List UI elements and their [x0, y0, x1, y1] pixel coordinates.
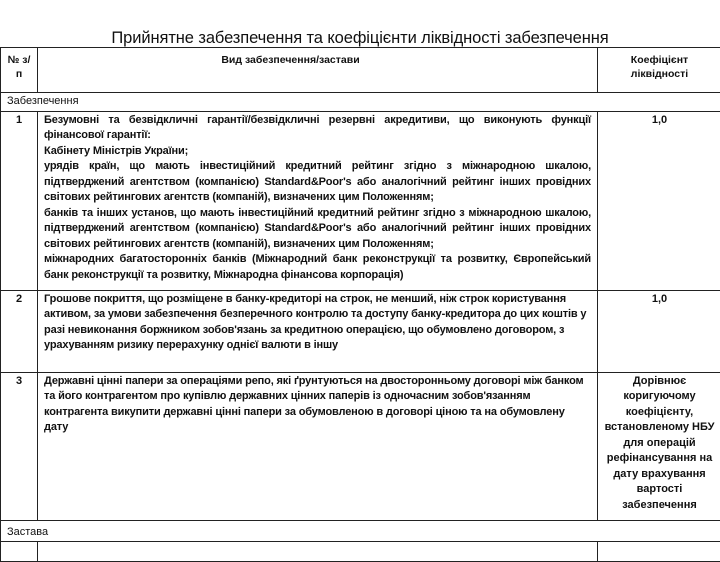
- row-description: [38, 111, 598, 290]
- row-num: 3: [1, 372, 38, 520]
- row-description: [38, 542, 598, 562]
- table-row: [1, 372, 720, 520]
- row-num: 2: [1, 290, 38, 372]
- row-description: Грошове покриття, що розміщене в банку-кредиторі на строк, не менший, ніж строк користування активом, за умови забезпечення безперечного контролю та доступу банку-кредитора до цих коштів у разі невиконання боржником зобов'язань за кредитною операцією, що обумовлено договором, з урахуванням ризику перерахунку однієї валюти в іншу: [38, 290, 598, 372]
- header-num: № з/п: [1, 48, 38, 93]
- section-label: Застава: [1, 520, 720, 542]
- header-coef: Коефіцієнт ліквідності: [598, 48, 720, 93]
- description-line: Кабінету Міністрів України;: [44, 144, 591, 160]
- description-line: міжнародних багатосторонніх банків (Міжнародний банк реконструкції та розвитку, Європейський банк реконструкції та розвитку, Міжнародна фінансова корпорація): [44, 252, 591, 283]
- table-row: [1, 111, 720, 290]
- row-num: [1, 542, 38, 562]
- table-row-partial: [1, 542, 720, 562]
- description-line: урядів країн, що мають інвестиційний кредитний рейтинг згідно з міжнародною шкалою, підтверджений агентством (компанією) Standard&Poor's або аналогічний рейтинг інших провідних світових рейтингових агентств (компаній), визначених цим Положенням;: [44, 159, 591, 206]
- table-header-row: [1, 48, 720, 93]
- row-coef: Дорівнює коригуючому коефіцієнту, встановленому НБУ для операцій рефінансування на дату врахування вартості забезпечення: [598, 372, 720, 520]
- row-coef: 1,0: [598, 290, 720, 372]
- row-coef: 1,0: [598, 111, 720, 290]
- section-label: Забезпечення: [1, 93, 720, 112]
- row-coef: [598, 542, 720, 562]
- header-type: Вид забезпечення/застави: [38, 48, 598, 93]
- page-title: Прийнятне забезпечення та коефіцієнти ліквідності забезпечення: [0, 29, 720, 48]
- table-row: [1, 290, 720, 372]
- description-line: Безумовні та безвідкличні гарантії/безвідкличні резервні акредитиви, що виконують функції фінансової гарантії:: [44, 113, 591, 144]
- section-row: [1, 93, 720, 112]
- row-num: 1: [1, 111, 38, 290]
- section-row: [1, 520, 720, 542]
- row-description: Державні цінні папери за операціями репо, які ґрунтуються на двосторонньому договорі між банком та його контрагентом про купівлю державних цінних паперів із одночасним зобов'язанням контрагента викупити державні цінні папери за обумовленою в договорі ціною та на обумовлену дату: [38, 372, 598, 520]
- collateral-table: [0, 47, 720, 562]
- description-line: банків та інших установ, що мають інвестиційний кредитний рейтинг згідно з міжнародною шкалою, підтверджений агентством (компанією) Standard&Poor's або аналогічний рейтинг інших провідних світових рейтингових агентств (компаній), визначених цим Положенням;: [44, 206, 591, 253]
